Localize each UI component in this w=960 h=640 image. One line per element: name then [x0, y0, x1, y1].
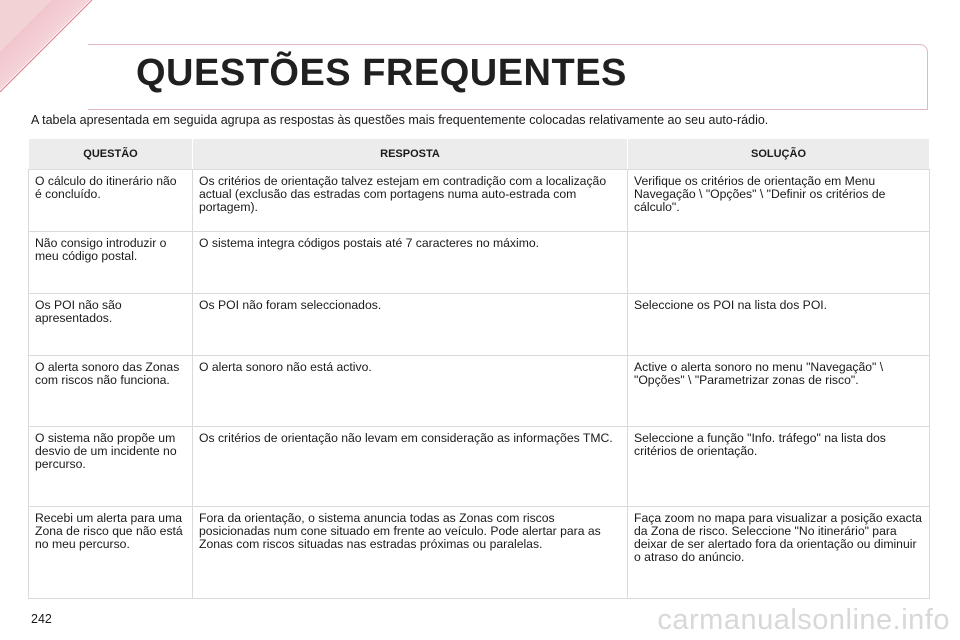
table-header-row	[29, 139, 930, 170]
table-row	[29, 170, 930, 232]
header-question: QUESTÃO	[29, 139, 193, 170]
answer-cell: Os critérios de orientação talvez estejam em contradição com a localização actual (exclusão das estradas com portagens numa auto-estrada com portagem).	[193, 170, 628, 232]
solution-cell	[628, 232, 930, 294]
answer-cell: O sistema integra códigos postais até 7 caracteres no máximo.	[193, 232, 628, 294]
table-row	[29, 356, 930, 427]
watermark: carmanualsonline.info	[657, 604, 950, 636]
solution-cell: Faça zoom no mapa para visualizar a posição exacta da Zona de risco. Seleccione "No itinerário" para deixar de ser alertado fora da orientação ou diminuir o atraso do anúncio.	[628, 507, 930, 599]
table-row	[29, 507, 930, 599]
table-row	[29, 427, 930, 507]
question-cell: Não consigo introduzir o meu código postal.	[29, 232, 193, 294]
answer-cell: Os critérios de orientação não levam em consideração as informações TMC.	[193, 427, 628, 507]
solution-cell: Verifique os critérios de orientação em Menu Navegação \ "Opções" \ "Definir os critérios de cálculo".	[628, 170, 930, 232]
solution-cell: Seleccione a função "Info. tráfego" na lista dos critérios de orientação.	[628, 427, 930, 507]
intro-text: A tabela apresentada em seguida agrupa as respostas às questões mais frequentemente colocadas relativamente ao seu auto-rádio.	[31, 113, 769, 127]
page-title: QUESTÕES FREQUENTES	[136, 52, 627, 94]
question-cell: O cálculo do itinerário não é concluído.	[29, 170, 193, 232]
header-solution: SOLUÇÃO	[628, 139, 930, 170]
solution-cell: Active o alerta sonoro no menu "Navegação" \ "Opções" \ "Parametrizar zonas de risco".	[628, 356, 930, 427]
answer-cell: Fora da orientação, o sistema anuncia todas as Zonas com riscos posicionadas num cone situado em frente ao veículo. Pode alertar para as Zonas com riscos situadas nas estradas próximas ou paralelas.	[193, 507, 628, 599]
question-cell: Os POI não são apresentados.	[29, 294, 193, 356]
table-row	[29, 232, 930, 294]
header-answer: RESPOSTA	[193, 139, 628, 170]
question-cell: Recebi um alerta para uma Zona de risco que não está no meu percurso.	[29, 507, 193, 599]
question-cell: O alerta sonoro das Zonas com riscos não funciona.	[29, 356, 193, 427]
faq-table	[28, 138, 930, 599]
question-cell: O sistema não propõe um desvio de um incidente no percurso.	[29, 427, 193, 507]
answer-cell: Os POI não foram seleccionados.	[193, 294, 628, 356]
table-row	[29, 294, 930, 356]
answer-cell: O alerta sonoro não está activo.	[193, 356, 628, 427]
page-number: 242	[31, 612, 52, 626]
solution-cell: Seleccione os POI na lista dos POI.	[628, 294, 930, 356]
